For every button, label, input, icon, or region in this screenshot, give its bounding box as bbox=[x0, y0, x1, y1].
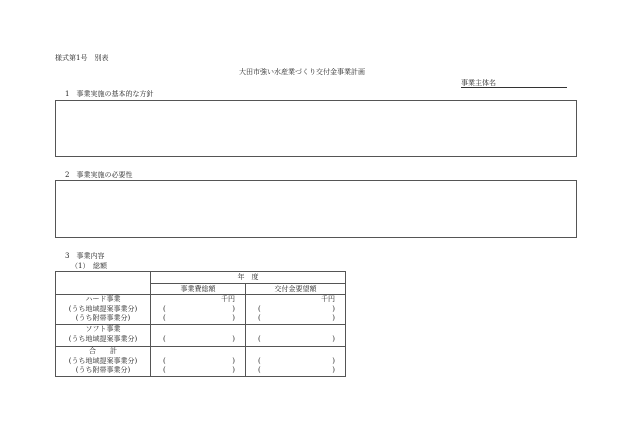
section-1-heading: 1 事業実施の基本的な方針 bbox=[65, 90, 154, 98]
col-total-header: 事業費総額 bbox=[151, 284, 246, 295]
table-row bbox=[56, 347, 346, 377]
section-3-1-heading: （1） 総額 bbox=[71, 262, 107, 270]
section-3-heading: 3 事業内容 bbox=[65, 252, 105, 260]
category-sub: (うち地域提案事業分) bbox=[68, 304, 138, 313]
total-cost-cell[interactable]: 千円 ( ) ( ) bbox=[151, 295, 246, 325]
category-sub: (うち附帯事業分) bbox=[75, 314, 131, 322]
budget-table bbox=[55, 271, 346, 377]
category-cell bbox=[56, 325, 151, 347]
category-sub: (うち地域提案事業分) bbox=[68, 356, 138, 365]
entity-label: 事業主体名 bbox=[461, 79, 496, 87]
category-sub: (うち地域提案事業分) bbox=[68, 334, 138, 343]
grant-request-cell[interactable]: 千円 ( ) ( ) bbox=[246, 295, 346, 325]
category-main: ハード事業 bbox=[85, 295, 121, 303]
total-cost-cell[interactable]: ( ) bbox=[151, 325, 246, 347]
table-header-row bbox=[56, 272, 346, 284]
unit-label: 千円 bbox=[221, 295, 235, 303]
section-2-heading: 2 事業実施の必要性 bbox=[65, 171, 133, 179]
grant-request-cell[interactable]: ( ) bbox=[246, 325, 346, 347]
section-2-textbox[interactable] bbox=[55, 180, 577, 238]
year-header: 年 度 bbox=[151, 272, 346, 284]
category-cell bbox=[56, 295, 151, 325]
table-row bbox=[56, 295, 346, 325]
grant-request-cell[interactable]: ( ) ( ) bbox=[246, 347, 346, 377]
category-cell bbox=[56, 347, 151, 377]
category-main: 合 計 bbox=[89, 347, 117, 355]
table-row bbox=[56, 325, 346, 347]
category-sub: (うち附帯事業分) bbox=[75, 366, 131, 374]
section-1-textbox[interactable] bbox=[55, 100, 577, 157]
col-grant-header: 交付金要望額 bbox=[246, 284, 346, 295]
unit-label: 千円 bbox=[321, 295, 335, 303]
form-number: 様式第1号 別表 bbox=[55, 54, 109, 62]
entity-name-field[interactable] bbox=[461, 79, 567, 88]
document-title: 大田市強い水産業づくり交付金事業計画 bbox=[239, 68, 365, 76]
category-main: ソフト事業 bbox=[85, 325, 121, 333]
header-blank-cell bbox=[56, 272, 151, 295]
total-cost-cell[interactable]: ( ) ( ) bbox=[151, 347, 246, 377]
